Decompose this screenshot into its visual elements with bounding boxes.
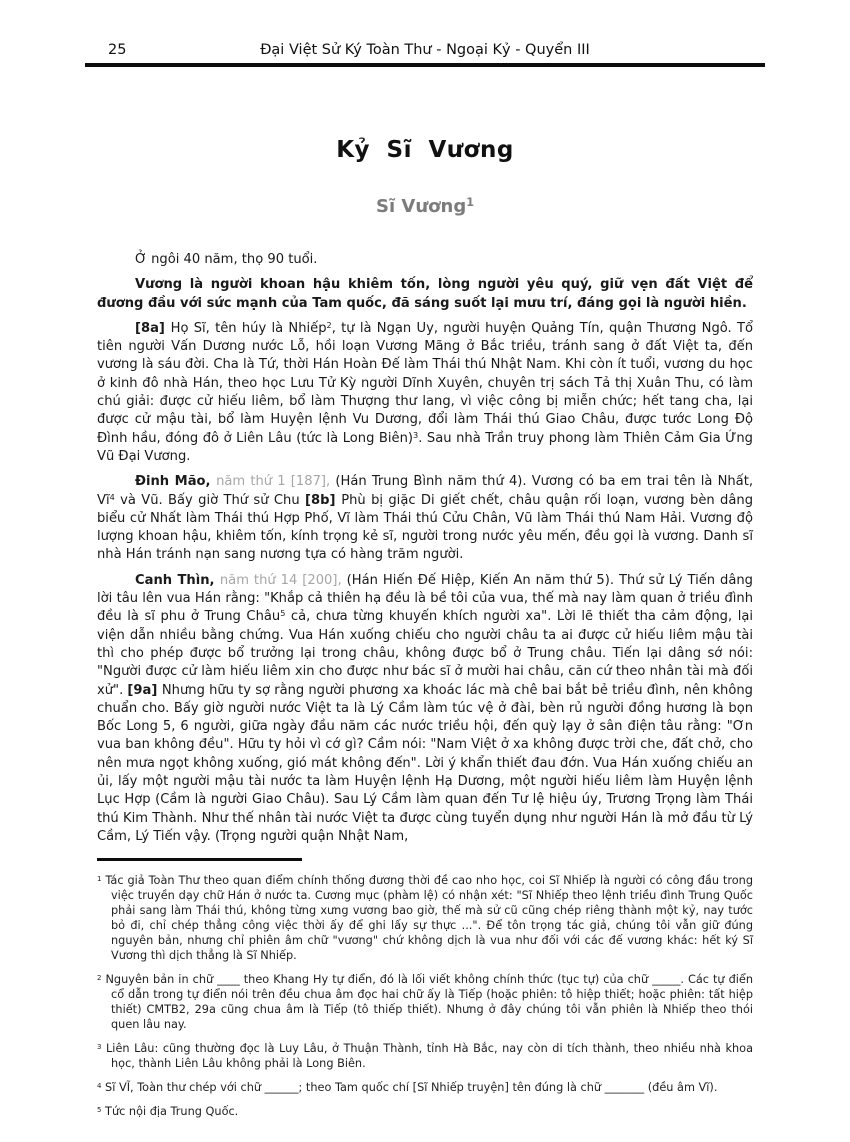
chapter-title: Kỷ Sĩ Vương [336,137,514,163]
footnote-number: 2 [97,973,102,982]
footnote-text: Nguyên bản in chữ ____ theo Khang Hy tự điển, đó là lối viết không chính thức (tục tự) của chữ _____. Các tự điển cổ dẫn trong tự điển nói trên đều chua âm đọc hai chữ ấy là Tiếp (hoặc phiên: tô hiệp thiết; hoặc phiên: tất hiệp thiết) CMTB2, 29a cũng chua âm là Tiếp (tô thiếp thiết). Nhưng ở đây chúng tôi vẫn phiên là Nhiếp theo thói quen lâu nay. [101,973,753,1032]
page-number: 25 [108,42,127,58]
body-paragraph: Vương là người khoan hậu khiêm tốn, lòng người yêu quý, giữ vẹn đất Việt để đương đầu với sức mạnh của Tam quốc, đã sáng suốt lại mưu trí, đáng gọi là người hiền. [97,277,753,311]
header-title: Đại Việt Sử Ký Toàn Thư - Ngoại Kỷ - Quyển III [260,42,590,58]
page-body [97,137,753,1119]
footnote [97,1104,753,1119]
footnote-text: Tác giả Toàn Thư theo quan điểm chính thống đương thời đề cao nho học, coi Sĩ Nhiếp là người có công đầu trong việc truyền dạy chữ Hán ở nước ta. Cương mục (phàm lệ) có nhận xét: "Sĩ Nhiếp theo lệnh triều đình Trung Quốc phải sang làm Thái thú, không từng xưng vương bao giờ, thế mà sử cũ cũng chép riêng thành một kỷ, nay tước bỏ đi, chỉ chép thẳng công việc thời ấy để ghi lấy sự thực ...". Để tôn trọng tác giả, chúng tôi vẫn giữ đúng nguyên bản, nhưng chỉ phiên âm chữ "vương" chứ không dịch là vua như đối với các đế vương khác: hết ký Sĩ Vương thì dịch thẳng là Sĩ Nhiếp. [101,874,753,963]
body-paragraph: Ở ngôi 40 năm, thọ 90 tuổi. [135,252,318,267]
footnote-number: 5 [97,1105,102,1114]
footnote-number: 3 [97,1042,102,1051]
section-title: Sĩ Vương$^1$ [376,196,474,217]
footnote-text: Tức nội địa Trung Quốc. [101,1105,239,1119]
footnote [97,972,753,1032]
footnote [97,873,753,963]
footnote [97,1041,753,1071]
body-paragraph: Đinh Mão, năm thứ 1 [187], (Hán Trung Bình năm thứ 4). Vương có ba em trai tên là Nhất, $Vĩ^4$ và Vũ. Bấy giờ Thứ sử Chu [8b] Phù bị giặc Di giết chết, châu quận rối loạn, vương bèn dâng biểu cử Nhất làm Thái thú Hợp Phố, Vĩ làm Thái thú Cửu Chân, Vũ làm Thái thú Nam Hải. Vương độ lượng khoan hậu, khiêm tốn, kính trọng kẻ sĩ, người trong nước yêu mến, đều gọi là vương. Danh sĩ nhà Hán tránh nạn sang nương tựa có hàng trăm người. [97,474,754,563]
document-page [0,42,850,1142]
body-paragraph: Canh Thìn, năm thứ 14 [200], (Hán Hiến Đế Hiệp, Kiến An năm thứ 5). Thứ sử Lý Tiến dâng lời tâu lên vua Hán rằng: "Khắp cả thiên hạ đều là bề tôi của vua, thế mà nay làm quan ở triều đình đều là sĩ phu ở Trung Châu$^5$ cả, chưa từng khuyến khích người xa". Lời lẽ thiết tha cảm động, lại viện dẫn nhiều bằng chứng. Vua Hán xuống chiếu cho người châu ta ai được cử hiếu liêm mậu tài thì cho phép được bổ trưởng lại trong châu, không được bổ ở Trung châu. Tiến lại dâng sớ nói: "Người được cử làm hiếu liêm xin cho được như bác sĩ ở mười hai châu, căn cứ theo nhân tài mà đối xử". [9a] Nhưng hữu ty sợ rằng người phương xa khoác lác mà chê bai bắt bẻ triều đình, nên không chuẩn cho. Bấy giờ người nước Việt ta là Lý Cầm làm túc vệ ở đài, bèn rủ người đồng hương là bọn Bốc Long 5, 6 người, giữa ngày đầu năm các nước triều hội, đến quỳ lạy ở sân điện tâu rằng: "Ơn vua ban không đều". Hữu ty hỏi vì cớ gì? Cầm nói: "Nam Việt ở xa không được trời che, đất chở, cho nên mưa ngọt không xuống, gió mát không đến". Lời ý khẩn thiết đau đớn. Vua Hán xuống chiếu an ủi, lấy một người mậu tài nước ta làm Huyện lệnh Hạ Dương, một người hiếu liêm làm Huyện lệnh Lục Hợp (Cầm là người Giao Châu). Sau Lý Cầm làm quan đến Tư lệ hiệu úy, Trương Trọng làm Thái thú Kim Thành. Như thế nhân tài nước Việt ta được cùng tuyển dụng như người Hán là mở đầu từ Lý Cầm, Lý Tiến vậy. (Trọng người quận Nhật Nam, [97,572,754,844]
page-header [85,42,765,67]
body-text [97,251,753,846]
footnote-number: 4 [97,1081,102,1090]
footnote [97,1080,753,1095]
footnote-number: 1 [97,874,102,883]
footnote-text: Sĩ VĨ, Toàn thư chép với chữ ______; theo Tam quốc chí [Sĩ Nhiếp truyện] tên đúng là chữ _______ (đều âm Vĩ). [101,1081,718,1095]
footnotes-section [97,858,753,1119]
footnote-text: Liên Lâu: cũng thường đọc là Luy Lâu, ở Thuận Thành, tỉnh Hà Bắc, nay còn di tích thành, theo nhiều nhà khoa học, thành Liên Lâu không phải là Long Biên. [101,1042,753,1071]
footnote-separator [97,858,302,861]
body-paragraph: [8a] Họ Sĩ, tên húy là Nhiếp$^2$, tự là Ngạn Uy, người huyện Quảng Tín, quận Thương Ngô. Tổ tiên người Vấn Dương nước Lỗ, hồi loạn Vương Mãng ở Bắc triều, tránh sang ở đất Việt ta, đến vương là sáu đời. Cha là Tứ, thời Hán Hoàn Đế làm Thái thú Nhật Nam. Khi còn ít tuổi, vương du học ở kinh đô nhà Hán, theo học Lưu Tử Kỳ người Dĩnh Xuyên, chuyên trị sách Tả thị Xuân Thu, có làm chú giải: được cử hiếu liêm, bổ làm Thượng thư lang, vì việc công bị miễn chức; hết tang cha, lại được cử mậu tài, bổ làm Huyện lệnh Vu Dương, đổi làm Thái thú Giao Châu, được tước Long Độ Đình hầu, đóng đô ở Liên Lâu (tức là Long Biên)$^3$. Sau nhà Trần truy phong làm Thiên Cảm Gia Ứng Vũ Đại Vương. [97,319,753,464]
